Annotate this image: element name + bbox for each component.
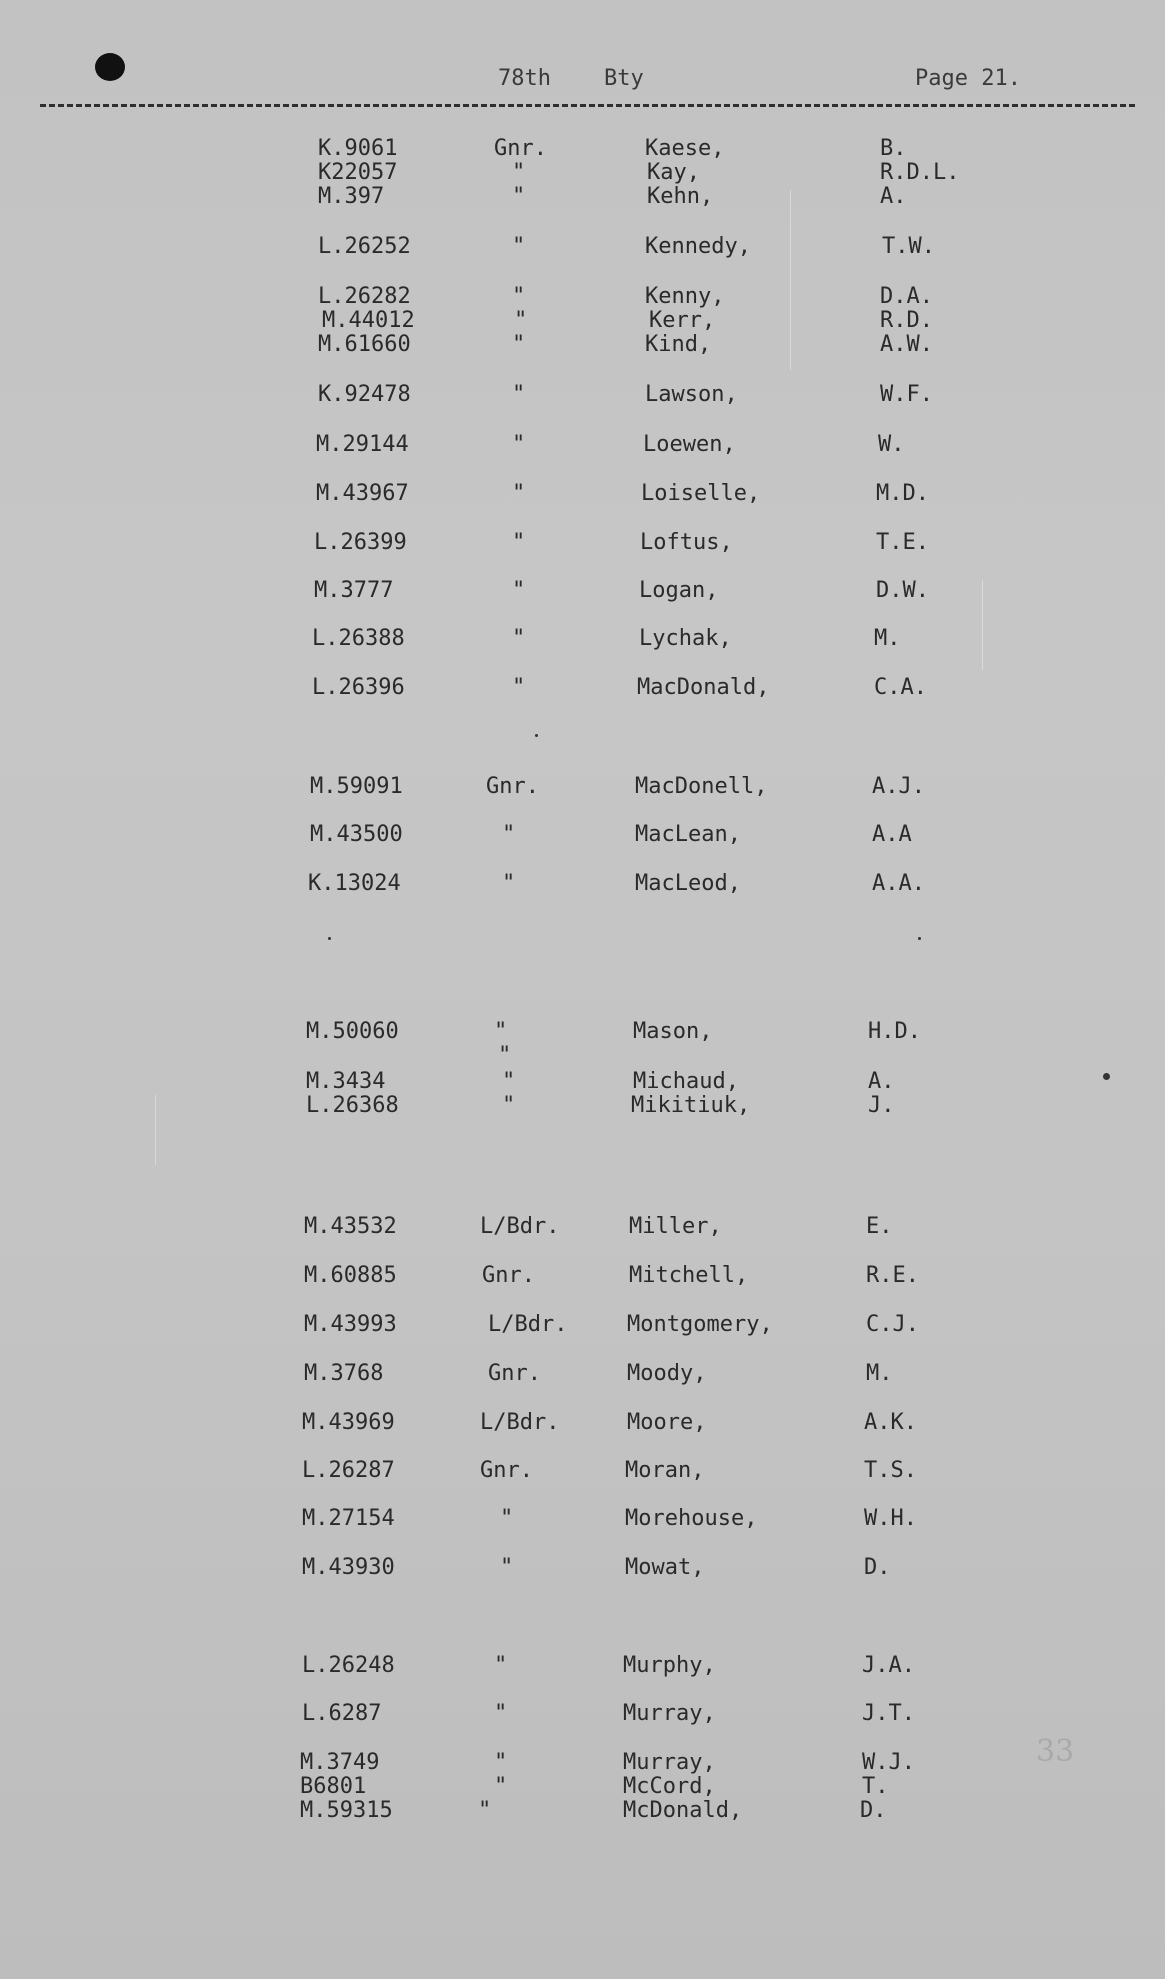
- roster-row-service-number: L.26287: [302, 1458, 395, 1483]
- roster-row-initials: J.: [868, 1093, 895, 1118]
- roster-row-surname: Mowat,: [625, 1555, 705, 1580]
- roster-row-service-number: M.43532: [304, 1214, 397, 1239]
- roster-row-service-number: L.26252: [318, 234, 411, 259]
- roster-row-surname: Kennedy,: [645, 234, 751, 259]
- roster-row-surname: Loftus,: [640, 530, 733, 555]
- roster-row-surname: Mikitiuk,: [631, 1093, 751, 1118]
- roster-row-service-number: K.9061: [318, 136, 398, 161]
- roster-row-surname: Kind,: [645, 332, 712, 357]
- roster-row-surname: Kehn,: [647, 184, 714, 209]
- roster-row-rank: ": [512, 184, 526, 209]
- roster-row-surname: Mitchell,: [629, 1263, 749, 1288]
- roster-row-service-number: B6801: [300, 1774, 367, 1799]
- paper-crease: [790, 190, 791, 370]
- roster-row-surname: Miller,: [629, 1214, 722, 1239]
- roster-row-rank: Gnr.: [486, 774, 539, 799]
- roster-row-surname: Mason,: [633, 1019, 713, 1044]
- roster-row-service-number: M.61660: [318, 332, 411, 357]
- roster-row-rank: ": [512, 578, 526, 603]
- roster-row-surname: McDonald,: [623, 1798, 743, 1823]
- roster-row-rank: ": [512, 432, 526, 457]
- roster-row-initials: A.A.: [872, 871, 925, 896]
- roster-row-service-number: M.59091: [310, 774, 403, 799]
- roster-row-surname: Montgomery,: [627, 1312, 773, 1337]
- roster-row-service-number: M.44012: [322, 308, 415, 333]
- roster-row-initials: W.: [878, 432, 905, 457]
- roster-row-initials: H.D.: [868, 1019, 921, 1044]
- roster-row-rank: ": [512, 626, 526, 651]
- roster-row-rank: ": [500, 1555, 514, 1580]
- roster-row-rank: ": [502, 1069, 516, 1094]
- roster-row-rank: ": [512, 160, 526, 185]
- roster-row-initials: D.A.: [880, 284, 933, 309]
- roster-row-initials: T.E.: [876, 530, 929, 555]
- roster-row-surname: Morehouse,: [625, 1506, 758, 1531]
- roster-row-initials: A.J.: [872, 774, 925, 799]
- roster-row-surname: Moran,: [625, 1458, 705, 1483]
- roster-row-initials: D.W.: [876, 578, 929, 603]
- roster-row-service-number: M.59315: [300, 1798, 393, 1823]
- roster-row-rank: ": [494, 1774, 508, 1799]
- roster-row-service-number: M.3768: [304, 1361, 384, 1386]
- header-abbr: Bty: [604, 66, 644, 91]
- roster-row-surname: Kerr,: [649, 308, 716, 333]
- roster-row-rank: ": [502, 871, 516, 896]
- roster-row-initials: R.E.: [866, 1263, 919, 1288]
- roster-row-service-number: K.13024: [308, 871, 401, 896]
- roster-row-rank: ": [494, 1701, 508, 1726]
- roster-row-rank: Gnr.: [480, 1458, 533, 1483]
- roster-row-surname: Kenny,: [645, 284, 725, 309]
- roster-row-surname: Loiselle,: [641, 481, 761, 506]
- roster-row-rank: ": [512, 382, 526, 407]
- roster-row-surname: Michaud,: [633, 1069, 739, 1094]
- roster-row-initials: W.J.: [862, 1750, 915, 1775]
- roster-row-service-number: L.26388: [312, 626, 405, 651]
- page-number: Page 21.: [915, 66, 1021, 91]
- roster-row-surname: MacDonald,: [637, 675, 770, 700]
- roster-row-initials: M.: [874, 626, 901, 651]
- roster-row-rank: ": [512, 332, 526, 357]
- roster-row-service-number: L.26282: [318, 284, 411, 309]
- roster-row-service-number: M.3434: [306, 1069, 386, 1094]
- roster-row-surname: MacDonell,: [635, 774, 768, 799]
- roster-row-surname: Loewen,: [643, 432, 736, 457]
- roster-row-rank: ": [512, 530, 526, 555]
- roster-row-rank: ": [494, 1750, 508, 1775]
- roster-row-initials: J.A.: [862, 1653, 915, 1678]
- roster-row-service-number: M.397: [318, 184, 385, 209]
- roster-row-rank: ": [494, 1653, 508, 1678]
- paper-crease: [155, 1095, 156, 1165]
- roster-row-rank: ": [512, 481, 526, 506]
- ink-speck: [328, 937, 331, 940]
- roster-row-service-number: K.92478: [318, 382, 411, 407]
- roster-row-rank: ": [502, 1093, 516, 1118]
- roster-row-rank: L/Bdr.: [480, 1410, 560, 1435]
- roster-row-surname: Murray,: [623, 1750, 716, 1775]
- roster-row-initials: W.F.: [880, 382, 933, 407]
- roster-row-initials: E.: [866, 1214, 893, 1239]
- stray-ditto-mark: ": [498, 1043, 512, 1068]
- roster-row-initials: T.: [862, 1774, 889, 1799]
- roster-row-service-number: K22057: [318, 160, 398, 185]
- roster-row-initials: A.K.: [864, 1410, 917, 1435]
- roster-row-initials: A.: [868, 1069, 895, 1094]
- roster-row-service-number: M.3777: [314, 578, 394, 603]
- ink-speck: [1103, 1073, 1110, 1080]
- roster-row-initials: B.: [880, 136, 907, 161]
- ink-speck: [535, 734, 538, 737]
- roster-row-rank: ": [494, 1019, 508, 1044]
- punch-hole: [95, 53, 125, 81]
- roster-row-initials: D.: [864, 1555, 891, 1580]
- roster-row-rank: Gnr.: [488, 1361, 541, 1386]
- roster-row-initials: C.J.: [866, 1312, 919, 1337]
- roster-row-initials: R.D.: [880, 308, 933, 333]
- roster-row-surname: Lawson,: [645, 382, 738, 407]
- roster-row-service-number: L.26368: [306, 1093, 399, 1118]
- header-unit: 78th: [498, 66, 551, 91]
- roster-row-service-number: M.27154: [302, 1506, 395, 1531]
- roster-row-surname: MacLean,: [635, 822, 741, 847]
- roster-row-service-number: M.3749: [300, 1750, 380, 1775]
- roster-row-rank: ": [512, 234, 526, 259]
- roster-row-service-number: L.26248: [302, 1653, 395, 1678]
- roster-row-initials: T.S.: [864, 1458, 917, 1483]
- roster-row-initials: A.A: [872, 822, 912, 847]
- roster-row-surname: Murphy,: [623, 1653, 716, 1678]
- roster-row-rank: ": [514, 308, 528, 333]
- roster-row-initials: D.: [860, 1798, 887, 1823]
- roster-row-service-number: M.43500: [310, 822, 403, 847]
- roster-row-service-number: M.43969: [302, 1410, 395, 1435]
- roster-row-initials: C.A.: [874, 675, 927, 700]
- roster-row-rank: ": [478, 1798, 492, 1823]
- roster-row-surname: MacLeod,: [635, 871, 741, 896]
- margin-note: 33: [1036, 1734, 1075, 1769]
- roster-row-surname: Kay,: [647, 160, 700, 185]
- roster-row-initials: M.D.: [876, 481, 929, 506]
- roster-row-initials: W.H.: [864, 1506, 917, 1531]
- roster-row-service-number: L.26399: [314, 530, 407, 555]
- roster-row-surname: Logan,: [639, 578, 719, 603]
- roster-row-rank: ": [512, 284, 526, 309]
- roster-row-surname: Kaese,: [645, 136, 725, 161]
- roster-row-initials: R.D.L.: [880, 160, 960, 185]
- roster-row-surname: Murray,: [623, 1701, 716, 1726]
- roster-row-rank: Gnr.: [494, 136, 547, 161]
- roster-row-initials: A.W.: [880, 332, 933, 357]
- roster-row-service-number: M.50060: [306, 1019, 399, 1044]
- roster-row-rank: L/Bdr.: [488, 1312, 568, 1337]
- roster-row-service-number: M.29144: [316, 432, 409, 457]
- roster-row-service-number: M.60885: [304, 1263, 397, 1288]
- roster-row-rank: ": [500, 1506, 514, 1531]
- roster-row-surname: Lychak,: [639, 626, 732, 651]
- roster-row-service-number: M.43930: [302, 1555, 395, 1580]
- roster-row-rank: L/Bdr.: [480, 1214, 560, 1239]
- roster-row-rank: ": [512, 675, 526, 700]
- roster-row-initials: A.: [880, 184, 907, 209]
- roster-row-service-number: M.43967: [316, 481, 409, 506]
- roster-row-service-number: M.43993: [304, 1312, 397, 1337]
- roster-row-surname: McCord,: [623, 1774, 716, 1799]
- roster-row-rank: Gnr.: [482, 1263, 535, 1288]
- roster-row-surname: Moody,: [627, 1361, 707, 1386]
- ink-speck: [918, 937, 921, 940]
- roster-row-service-number: L.6287: [302, 1701, 382, 1726]
- paper-crease: [982, 580, 983, 670]
- roster-row-initials: T.W.: [882, 234, 935, 259]
- roster-row-surname: Moore,: [627, 1410, 707, 1435]
- roster-row-initials: J.T.: [862, 1701, 915, 1726]
- roster-row-service-number: L.26396: [312, 675, 405, 700]
- dashed-divider: [40, 104, 1135, 107]
- roster-row-rank: ": [502, 822, 516, 847]
- roster-row-initials: M.: [866, 1361, 893, 1386]
